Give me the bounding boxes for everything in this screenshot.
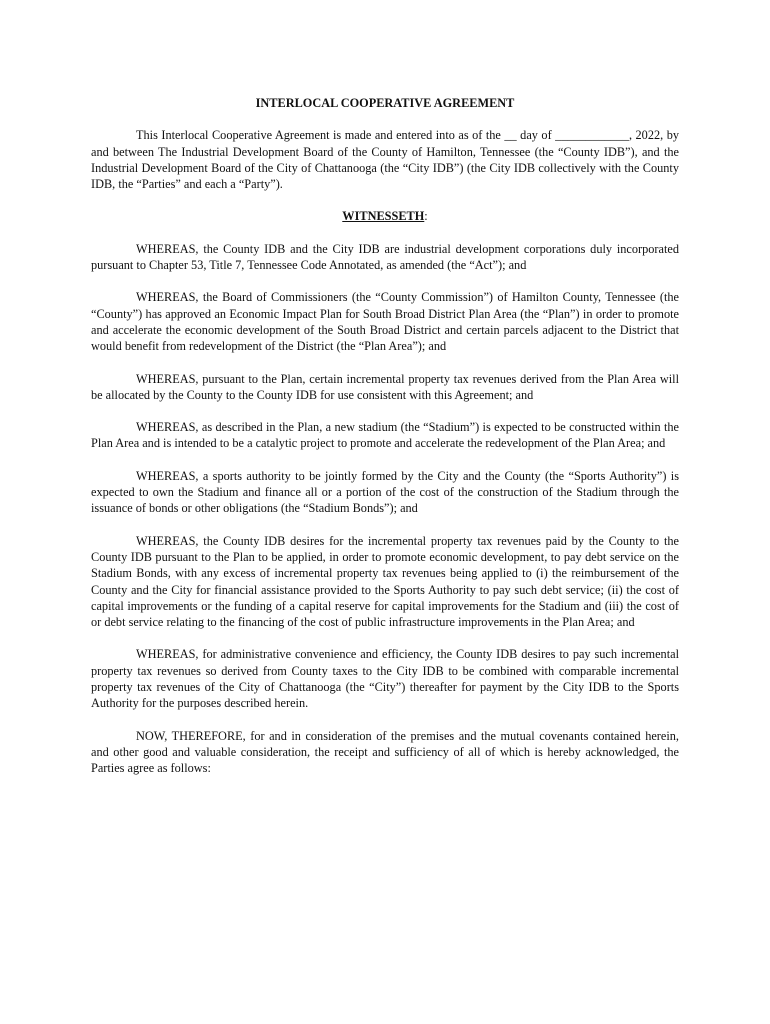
- document-page: [91, 95, 679, 793]
- recital-paragraph: WHEREAS, a sports authority to be jointly formed by the City and the County (the “Sports Authority”) is expected to own the Stadium and finance all or a portion of the cost of the construction of the Stadium through the issuance of bonds or other obligations (the “Stadium Bonds”); and: [91, 468, 679, 516]
- recital-paragraph: WHEREAS, the County IDB desires for the incremental property tax revenues paid by the County to the County IDB pursuant to the Plan to be applied, in order to promote economic development, to pay debt service on the Stadium Bonds, with any excess of incremental property tax revenues being applied to (i) the reimbursement of the County and the City for financial assistance provided to the Sports Authority to pay such debt service; (ii) the cost of capital improvements or the funding of a capital reserve for capital improvements for the Stadium and (iii) the cost of or debt service relating to the financing of the cost of public infrastructure improvements in the Plan Area; and: [91, 533, 679, 630]
- recital-paragraph: WHEREAS, for administrative convenience and efficiency, the County IDB desires to pay such incremental property tax revenues so derived from County taxes to the City IDB to be combined with comparable incremental property tax revenues of the City of Chattanooga (the “City”) thereafter for payment by the City IDB to the Sports Authority for the purposes described herein.: [91, 647, 679, 711]
- recital-paragraph: WHEREAS, the Board of Commissioners (the “County Commission”) of Hamilton County, Tennessee (the “County”) has approved an Economic Impact Plan for South Broad District Plan Area (the “Plan”) in order to promote and accelerate the economic development of the South Broad District and certain parcels adjacent to the District that would benefit from redevelopment of the District (the “Plan Area”); and: [91, 290, 679, 354]
- witnesseth-heading-text: WITNESSETH: [342, 209, 425, 224]
- document-title: INTERLOCAL COOPERATIVE AGREEMENT: [255, 96, 515, 110]
- recital-paragraph: WHEREAS, as described in the Plan, a new stadium (the “Stadium”) is expected to be constructed within the Plan Area and is intended to be a catalytic project to promote and accelerate the redevelopment of the Plan Area; and: [91, 420, 679, 451]
- recital-paragraph: WHEREAS, pursuant to the Plan, certain incremental property tax revenues derived from the Plan Area will be allocated by the County to the County IDB for use consistent with this Agreement; and: [91, 371, 679, 402]
- recital-paragraph: WHEREAS, the County IDB and the City IDB are industrial development corporations duly incorporated pursuant to Chapter 53, Title 7, Tennessee Code Annotated, as amended (the “Act”); and: [91, 241, 679, 273]
- witnesseth-heading-colon: :: [424, 209, 428, 224]
- closing-paragraph: NOW, THEREFORE, for and in consideration of the premises and the mutual covenants contained herein, and other good and valuable consideration, the receipt and sufficiency of all of which is hereby acknowledged, the Parties agree as follows:: [91, 728, 679, 776]
- intro-paragraph: This Interlocal Cooperative Agreement is made and entered into as of the __ day of ____________, 2022, by and between The Industrial Development Board of the County of Hamilton, Tennessee (the “County IDB”), and the Industrial Development Board of the City of Chattanooga (the “City IDB”) (the City IDB collectively with the County IDB, the “Parties” and each a “Party”).: [91, 128, 679, 192]
- witnesseth-heading: [91, 208, 679, 224]
